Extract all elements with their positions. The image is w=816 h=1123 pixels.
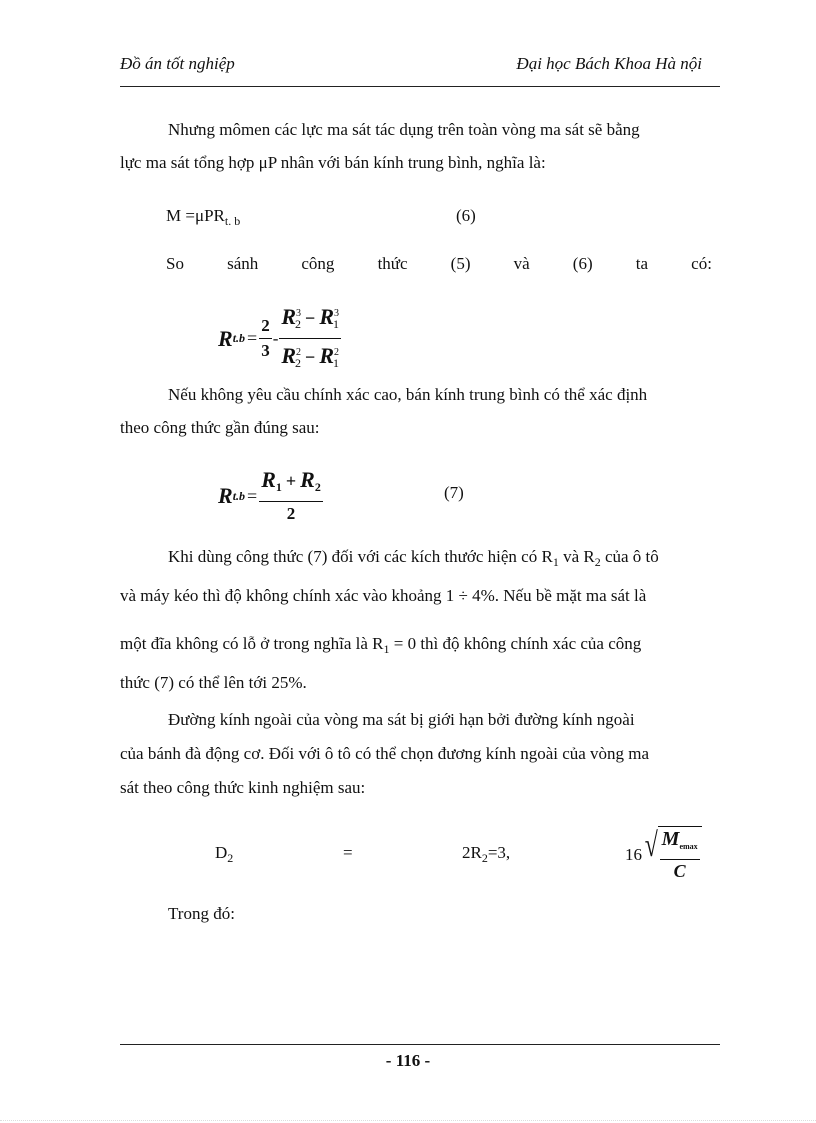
paragraph-2 bbox=[120, 378, 712, 444]
d2-lhs: $D_2$ bbox=[215, 843, 234, 865]
compare-line bbox=[166, 247, 712, 280]
compare-word: ta bbox=[635, 254, 649, 273]
compare-word: (6) bbox=[572, 254, 593, 273]
square-root: √ $\frac{M_{emax}}{C}$ bbox=[642, 826, 702, 882]
radius-fraction: $\frac{R^3_2 - R^3_1}{R^2_2 - R^2_1}$ bbox=[279, 300, 341, 377]
paragraph-1-line-2: lực ma sát tổng hợp μP nhân với bán kính trung bình, nghĩa là: bbox=[120, 153, 546, 172]
paragraph-1-line-1: Nhưng mômen các lực ma sát tác dụng trên toàn vòng ma sát sẽ bằng bbox=[168, 120, 640, 139]
header-right-title: Đại học Bách Khoa Hà nội bbox=[516, 54, 702, 73]
compare-word: sánh bbox=[227, 254, 259, 273]
header-rule bbox=[120, 86, 720, 87]
coef-fraction: $\frac{2}{3}$ bbox=[261, 316, 270, 360]
compare-word: có: bbox=[691, 254, 712, 273]
compare-word: So bbox=[166, 254, 184, 273]
paragraph-3 bbox=[120, 540, 712, 700]
compare-word: công bbox=[301, 254, 335, 273]
paragraph-3-line-2: và máy kéo thì độ không chính xác vào khoảng 1 ÷ 4%. Nếu bề mặt ma sát là bbox=[120, 586, 647, 605]
compare-word: thức bbox=[377, 254, 408, 273]
paragraph-4-line-2: của bánh đà động cơ. Đối với ô tô có thể chọn đương kính ngoài của vòng ma bbox=[120, 744, 650, 763]
paragraph-4 bbox=[120, 703, 712, 805]
equation-7-number: (7) bbox=[444, 483, 464, 502]
footer-rule bbox=[120, 1044, 720, 1045]
formula-rtb-exact: R t.b = $\frac{2}{3}$ - $\frac{R^3_2 - R^3_1}{R^2_2 - R^2_1}$ bbox=[218, 300, 341, 377]
page-edge-dots bbox=[0, 1120, 816, 1121]
approx-fraction: $\frac{R_1 + R_2}{2}$ bbox=[261, 467, 321, 523]
page-number: - 116 - bbox=[385, 1051, 431, 1070]
paragraph-4-line-1: Đường kính ngoài của vòng ma sát bị giới hạn bởi đường kính ngoài bbox=[168, 710, 635, 729]
paragraph-3-line-4: thức (7) có thể lên tới 25%. bbox=[120, 673, 307, 692]
compare-word: và bbox=[513, 254, 530, 273]
formula-rtb-approx: R t.b = $\frac{R_1 + R_2}{2}$ bbox=[218, 466, 323, 526]
equation-6-number: (6) bbox=[456, 206, 476, 225]
paragraph-4-line-3: sát theo công thức kinh nghiệm sau: bbox=[120, 778, 366, 797]
paragraph-3-line-1: Khi dùng công thức (7) đối với các kích thước hiện có $R_1$ và $R_2$ của ô tô bbox=[168, 547, 659, 569]
paragraph-2-line-2: theo công thức gần đúng sau: bbox=[120, 418, 320, 437]
d2-middle: $2R_2=3$, bbox=[462, 843, 511, 865]
paragraph-2-line-1: Nếu không yêu cầu chính xác cao, bán kính trung bình có thể xác định bbox=[168, 385, 648, 404]
header-left-title: Đồ án tốt nghiệp bbox=[120, 54, 235, 73]
paragraph-1 bbox=[120, 113, 712, 179]
compare-word: (5) bbox=[450, 254, 471, 273]
paragraph-3-line-3: một đĩa không có lỗ ở trong nghĩa là $R_1 = 0$ thì độ không chính xác của công bbox=[120, 634, 642, 656]
trong-do-label: Trong đó: bbox=[168, 904, 235, 923]
d2-equals: = bbox=[343, 843, 353, 862]
equation-6-lhs: M =μPR$_{t. b}$ bbox=[166, 206, 241, 228]
radical-fraction: $\frac{M_{emax}}{C}$ bbox=[661, 828, 698, 881]
d2-radical-term: 16 √ $\frac{M_{emax}}{C}$ bbox=[625, 826, 702, 882]
